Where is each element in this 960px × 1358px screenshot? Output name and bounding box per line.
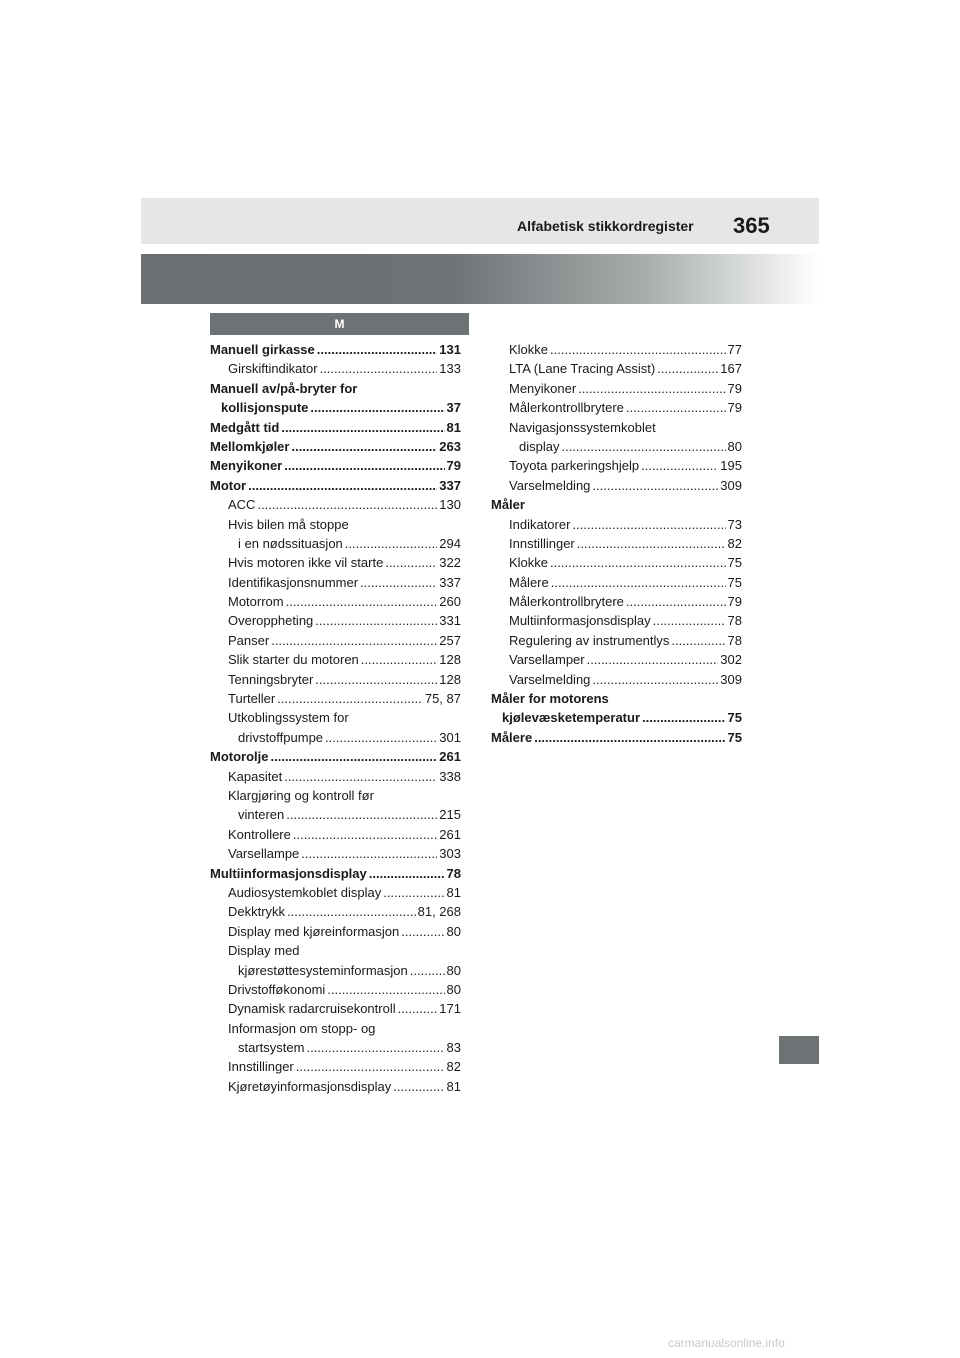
index-term: i en nødssituasjon bbox=[238, 535, 343, 551]
index-term: LTA (Lane Tracing Assist) bbox=[509, 361, 656, 377]
dot-leader bbox=[361, 650, 438, 669]
index-entry bbox=[210, 825, 461, 844]
index-entry bbox=[491, 670, 742, 689]
dot-leader bbox=[641, 456, 718, 475]
dot-leader bbox=[592, 670, 718, 689]
index-column-left bbox=[210, 340, 461, 1096]
index-entry bbox=[491, 708, 742, 727]
index-page-ref: 80 bbox=[446, 981, 461, 997]
index-page-ref: 81 bbox=[446, 884, 461, 900]
index-term: Informasjon om stopp- og bbox=[228, 1020, 376, 1036]
index-term: Kjøretøyinformasjonsdisplay bbox=[228, 1078, 392, 1094]
index-page-ref: 309 bbox=[720, 477, 742, 493]
index-entry bbox=[210, 980, 461, 999]
index-entry bbox=[491, 495, 742, 514]
index-term: Overoppheting bbox=[228, 613, 314, 629]
index-term: Målere bbox=[491, 729, 533, 745]
index-entry bbox=[210, 689, 461, 708]
index-page-ref: 78 bbox=[727, 632, 742, 648]
index-term: Klokke bbox=[509, 342, 549, 357]
dot-leader bbox=[271, 747, 438, 766]
index-entry bbox=[210, 902, 461, 921]
index-entry bbox=[210, 941, 461, 960]
index-term: Display med bbox=[228, 943, 300, 959]
index-term: Multiinformasjonsdisplay bbox=[210, 865, 367, 881]
index-entry bbox=[210, 379, 461, 398]
index-entry bbox=[210, 844, 461, 863]
dot-leader bbox=[310, 398, 444, 417]
index-term: Indikatorer bbox=[509, 516, 571, 532]
dot-leader bbox=[385, 553, 437, 572]
index-page-ref: 337 bbox=[439, 477, 461, 493]
index-term: kjølevæsketemperatur bbox=[502, 710, 641, 726]
index-page-ref: 337 bbox=[439, 574, 461, 590]
index-term: kollisjonspute bbox=[221, 400, 309, 416]
index-page-ref: 75 bbox=[727, 729, 742, 745]
index-page-ref: 215 bbox=[439, 807, 461, 823]
index-entry bbox=[210, 1019, 461, 1038]
index-entry bbox=[210, 611, 461, 630]
index-entry bbox=[210, 418, 461, 437]
index-term: Menyikoner bbox=[210, 458, 283, 474]
dot-leader bbox=[287, 902, 416, 921]
index-entry bbox=[210, 398, 461, 417]
index-page-ref: 263 bbox=[439, 438, 461, 454]
index-page-ref: 309 bbox=[720, 671, 742, 687]
index-page-ref: 195 bbox=[720, 458, 742, 474]
dot-leader bbox=[293, 825, 437, 844]
dot-leader bbox=[301, 844, 437, 863]
index-page-ref: 171 bbox=[439, 1001, 461, 1017]
index-entry bbox=[491, 553, 742, 572]
index-page-ref: 133 bbox=[439, 361, 461, 377]
section-letter-bar bbox=[210, 313, 469, 335]
index-page-ref: 257 bbox=[439, 632, 461, 648]
index-page-ref: 80 bbox=[446, 962, 461, 978]
dot-leader bbox=[551, 573, 726, 592]
dot-leader bbox=[369, 864, 445, 883]
index-entry bbox=[210, 553, 461, 572]
index-page-ref: 303 bbox=[439, 846, 461, 862]
dot-leader bbox=[671, 631, 725, 650]
index-entry bbox=[491, 631, 742, 650]
index-term: Medgått tid bbox=[210, 419, 280, 435]
index-entry bbox=[491, 611, 742, 630]
index-term: Klargjøring og kontroll før bbox=[228, 787, 374, 803]
index-page-ref: 301 bbox=[439, 729, 461, 745]
dot-leader bbox=[271, 631, 437, 650]
dot-leader bbox=[345, 534, 438, 553]
page-number: 365 bbox=[733, 213, 770, 238]
index-column-right bbox=[491, 340, 742, 747]
index-page-ref: 302 bbox=[720, 652, 742, 668]
index-term: Kapasitet bbox=[228, 768, 283, 784]
index-entry bbox=[210, 515, 461, 534]
index-entry bbox=[491, 689, 742, 708]
index-page-ref: 294 bbox=[439, 535, 461, 551]
index-term: Multiinformasjonsdisplay bbox=[509, 613, 651, 629]
index-entry bbox=[491, 340, 742, 359]
index-term: display bbox=[519, 438, 560, 454]
dot-leader bbox=[284, 767, 437, 786]
index-page-ref: 338 bbox=[439, 768, 461, 784]
index-entry bbox=[210, 747, 461, 766]
index-page-ref: 75 bbox=[727, 555, 742, 571]
index-term: Hvis motoren ikke vil starte bbox=[228, 555, 384, 571]
index-entry bbox=[491, 398, 742, 417]
dot-leader bbox=[653, 611, 726, 630]
dot-leader bbox=[534, 728, 725, 747]
index-entry bbox=[491, 379, 742, 398]
dot-leader bbox=[286, 592, 438, 611]
index-term: Måler for motorens bbox=[491, 691, 609, 707]
index-page-ref: 37 bbox=[446, 400, 461, 416]
index-entry bbox=[210, 631, 461, 650]
index-term: Dynamisk radarcruisekontroll bbox=[228, 1001, 396, 1017]
index-page-ref: 128 bbox=[439, 671, 461, 687]
dot-leader bbox=[561, 437, 725, 456]
index-page-ref: 260 bbox=[439, 594, 461, 610]
index-page-ref: 130 bbox=[439, 497, 461, 513]
index-term: Identifikasjonsnummer bbox=[228, 574, 359, 590]
index-term: Varselmelding bbox=[509, 477, 591, 493]
dot-leader bbox=[327, 980, 444, 999]
index-term: Motor bbox=[210, 477, 247, 493]
dot-leader bbox=[296, 1057, 445, 1076]
index-entry bbox=[491, 534, 742, 553]
index-entry bbox=[210, 708, 461, 727]
index-page-ref: 322 bbox=[439, 555, 461, 571]
index-page-ref: 79 bbox=[446, 458, 461, 474]
dot-leader bbox=[257, 495, 437, 514]
dot-leader bbox=[587, 650, 719, 669]
dot-leader bbox=[317, 340, 438, 359]
index-term: Innstillinger bbox=[509, 535, 575, 551]
index-page-ref: 80 bbox=[446, 923, 461, 939]
index-term: Display med kjøreinformasjon bbox=[228, 923, 400, 939]
index-entry bbox=[210, 340, 461, 359]
chapter-tab-marker bbox=[779, 1036, 819, 1064]
index-term: Varsellampe bbox=[228, 846, 300, 862]
index-entry bbox=[210, 767, 461, 786]
index-term: Utkoblingssystem for bbox=[228, 710, 349, 726]
index-term: Målerkontrollbrytere bbox=[509, 400, 624, 416]
index-page-ref: 81 bbox=[446, 419, 461, 435]
index-term: Dekktrykk bbox=[228, 904, 286, 920]
index-entry bbox=[210, 495, 461, 514]
index-page-ref: 79 bbox=[727, 400, 742, 416]
dot-leader bbox=[577, 534, 726, 553]
index-term: Slik starter du motoren bbox=[228, 652, 359, 668]
index-page-ref: 75 bbox=[727, 574, 742, 590]
index-page-ref: 75 bbox=[727, 710, 742, 726]
dot-leader bbox=[315, 611, 437, 630]
index-term: Girskiftindikator bbox=[228, 361, 318, 377]
index-term: Hvis bilen må stoppe bbox=[228, 516, 349, 532]
index-term: Manuell girkasse bbox=[210, 342, 315, 357]
dot-leader bbox=[398, 999, 438, 1018]
index-term: Toyota parkeringshjelp bbox=[509, 458, 640, 474]
index-entry bbox=[491, 592, 742, 611]
dot-leader bbox=[281, 418, 444, 437]
index-entry bbox=[210, 670, 461, 689]
index-term: kjørestøttesysteminformasjon bbox=[238, 962, 408, 978]
dot-leader bbox=[383, 883, 444, 902]
index-term: Drivstofføkonomi bbox=[228, 981, 326, 997]
dot-leader bbox=[360, 573, 437, 592]
index-page-ref: 78 bbox=[727, 613, 742, 629]
index-page-ref: 75, 87 bbox=[424, 691, 461, 707]
dot-leader bbox=[315, 670, 437, 689]
index-entry bbox=[210, 883, 461, 902]
dot-leader bbox=[306, 1038, 444, 1057]
index-page-ref: 73 bbox=[727, 516, 742, 532]
index-entry bbox=[491, 650, 742, 669]
dot-leader bbox=[550, 553, 726, 572]
index-entry bbox=[210, 534, 461, 553]
index-page-ref: 81 bbox=[446, 1078, 461, 1094]
index-entry bbox=[210, 1077, 461, 1096]
index-entry bbox=[210, 592, 461, 611]
index-entry bbox=[210, 922, 461, 941]
dot-leader bbox=[410, 961, 445, 980]
index-term: Regulering av instrumentlys bbox=[509, 632, 670, 648]
header-band bbox=[141, 198, 819, 244]
index-page-ref: 331 bbox=[439, 613, 461, 629]
index-term: Målere bbox=[509, 574, 549, 590]
index-term: Innstillinger bbox=[228, 1059, 294, 1075]
index-entry bbox=[210, 650, 461, 669]
index-entry bbox=[210, 456, 461, 475]
dot-leader bbox=[626, 592, 726, 611]
dot-leader bbox=[550, 340, 726, 359]
index-entry bbox=[210, 864, 461, 883]
index-page-ref: 167 bbox=[720, 361, 742, 377]
index-page-ref: 83 bbox=[446, 1040, 461, 1056]
dot-leader bbox=[325, 728, 437, 747]
index-term: Manuell av/på-bryter for bbox=[210, 380, 358, 396]
index-term: Navigasjonssystemkoblet bbox=[509, 419, 656, 435]
dot-leader bbox=[642, 708, 726, 727]
index-page-ref: 261 bbox=[439, 826, 461, 842]
dot-leader bbox=[578, 379, 725, 398]
index-term: Mellomkjøler bbox=[210, 438, 290, 454]
index-term: Klokke bbox=[509, 555, 549, 571]
index-page-ref: 81, 268 bbox=[417, 904, 461, 920]
dot-leader bbox=[286, 805, 437, 824]
dot-leader bbox=[401, 922, 444, 941]
index-entry bbox=[210, 999, 461, 1018]
index-entry bbox=[210, 805, 461, 824]
index-term: Turteller bbox=[228, 691, 276, 707]
dot-leader bbox=[592, 476, 718, 495]
decorative-gradient-band bbox=[141, 254, 819, 304]
index-term: Motorrom bbox=[228, 594, 284, 610]
dot-leader bbox=[657, 359, 718, 378]
index-page-ref: 79 bbox=[727, 594, 742, 610]
index-entry bbox=[210, 476, 461, 495]
index-entry bbox=[491, 418, 742, 437]
index-entry bbox=[210, 1038, 461, 1057]
dot-leader bbox=[277, 689, 423, 708]
index-entry bbox=[210, 359, 461, 378]
index-entry bbox=[491, 515, 742, 534]
watermark-text: carmanualsonline.info bbox=[668, 1336, 785, 1350]
index-page-ref: 80 bbox=[727, 438, 742, 454]
index-entry bbox=[491, 476, 742, 495]
index-page-ref: 82 bbox=[446, 1059, 461, 1075]
index-entry bbox=[491, 437, 742, 456]
index-term: Målerkontrollbrytere bbox=[509, 594, 624, 610]
header-title: Alfabetisk stikkordregister bbox=[517, 218, 694, 234]
index-page-ref: 261 bbox=[439, 749, 461, 765]
index-entry bbox=[210, 786, 461, 805]
index-page-ref: 78 bbox=[446, 865, 461, 881]
dot-leader bbox=[291, 437, 437, 456]
dot-leader bbox=[320, 359, 438, 378]
index-page-ref: 77 bbox=[727, 342, 742, 357]
index-term: Menyikoner bbox=[509, 380, 577, 396]
index-entry bbox=[491, 728, 742, 747]
index-term: ACC bbox=[228, 497, 256, 513]
dot-leader bbox=[626, 398, 726, 417]
index-page-ref: 131 bbox=[439, 342, 461, 357]
dot-leader bbox=[284, 456, 444, 475]
index-entry bbox=[491, 359, 742, 378]
index-term: Tenningsbryter bbox=[228, 671, 314, 687]
index-term: Kontrollere bbox=[228, 826, 291, 842]
index-entry bbox=[210, 573, 461, 592]
dot-leader bbox=[572, 515, 725, 534]
index-term: Panser bbox=[228, 632, 270, 648]
index-term: Måler bbox=[491, 497, 525, 513]
dot-leader bbox=[248, 476, 437, 495]
index-entry bbox=[210, 437, 461, 456]
index-term: vinteren bbox=[238, 807, 285, 823]
section-letter: M bbox=[334, 317, 345, 331]
index-entry bbox=[210, 961, 461, 980]
index-entry bbox=[491, 456, 742, 475]
index-page-ref: 82 bbox=[727, 535, 742, 551]
index-term: startsystem bbox=[238, 1040, 305, 1056]
dot-leader bbox=[393, 1077, 444, 1096]
index-term: Varsellamper bbox=[509, 652, 585, 668]
index-page-ref: 79 bbox=[727, 380, 742, 396]
index-page-ref: 128 bbox=[439, 652, 461, 668]
index-term: drivstoffpumpe bbox=[238, 729, 324, 745]
index-entry bbox=[210, 1057, 461, 1076]
index-term: Varselmelding bbox=[509, 671, 591, 687]
index-term: Motorolje bbox=[210, 749, 269, 765]
index-entry bbox=[491, 573, 742, 592]
index-entry bbox=[210, 728, 461, 747]
index-term: Audiosystemkoblet display bbox=[228, 884, 382, 900]
